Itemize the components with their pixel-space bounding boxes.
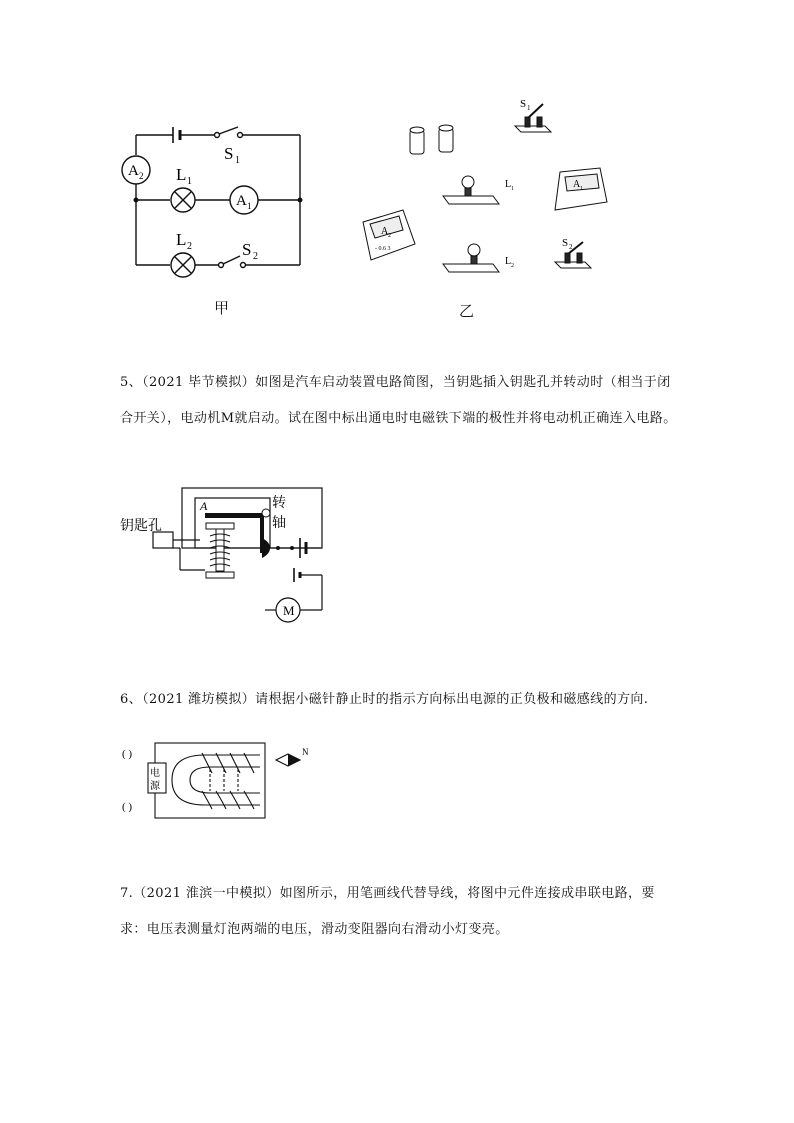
svg-text:1: 1 xyxy=(527,104,531,112)
svg-text:2: 2 xyxy=(569,243,573,251)
yi-label-l1: L xyxy=(505,179,512,190)
svg-text:1: 1 xyxy=(187,176,192,187)
electromagnet-figure xyxy=(120,735,320,830)
caption-yi: 乙 xyxy=(459,302,475,320)
svg-text:1: 1 xyxy=(580,186,583,192)
circuit-diagram-jia xyxy=(118,115,318,280)
yi-label-s1: S xyxy=(520,98,527,110)
svg-text:1: 1 xyxy=(247,201,252,211)
components-figure-yi xyxy=(355,92,625,292)
caption-jia: 甲 xyxy=(214,299,230,317)
svg-text:1: 1 xyxy=(235,155,240,166)
motor-label: M xyxy=(283,603,295,618)
svg-text:2: 2 xyxy=(511,263,514,269)
shaft-label-2: 轴 xyxy=(272,516,286,531)
car-starter-circuit xyxy=(120,480,335,630)
yi-label-s2: S xyxy=(562,237,569,249)
question-5-text: 5、（2021 毕节模拟）如图是汽车启动装置电路简图，当钥匙插入钥匙孔并转动时（相当于闭合开关），电动机M就启动。试在图中标出通电时电磁铁下端的极性并将电动机正确连入电路。 xyxy=(120,375,677,426)
label-a1: A xyxy=(236,193,247,209)
yi-label-a1: A xyxy=(573,179,581,190)
power-label-1: 电 xyxy=(150,768,160,779)
key-hole-label: 钥匙孔 xyxy=(120,519,162,534)
svg-text:2: 2 xyxy=(139,171,144,181)
paren-bottom: ( ) xyxy=(122,801,133,813)
power-label-2: 源 xyxy=(150,781,160,792)
svg-text:1: 1 xyxy=(511,186,514,192)
svg-text:2: 2 xyxy=(253,251,258,262)
question-7-text: 7.（2021 淮滨一中模拟）如图所示，用笔画线代替导线，将图中元件连接成串联电路，要求：电压表测量灯泡两端的电压，滑动变阻器向右滑动小灯变亮。 xyxy=(120,886,655,937)
armature-label-a: A xyxy=(200,499,208,513)
paren-top: ( ) xyxy=(122,748,133,760)
yi-label-a2: A xyxy=(381,226,389,237)
label-l1: L xyxy=(176,165,187,184)
label-s1: S xyxy=(224,144,234,163)
yi-label-l2: L xyxy=(505,256,512,267)
question-6-text: 6、（2021 潍坊模拟）请根据小磁针静止时的指示方向标出电源的正负极和磁感线的方向. xyxy=(120,692,649,707)
north-label: N xyxy=(302,747,309,757)
svg-text:2: 2 xyxy=(187,241,192,252)
label-a2: A xyxy=(128,163,139,179)
shaft-label-1: 转 xyxy=(272,496,286,511)
svg-text:2: 2 xyxy=(388,233,391,239)
label-s2: S xyxy=(242,240,252,259)
yi-meter-ticks: - 0.6 3 xyxy=(375,246,391,252)
label-l2: L xyxy=(176,230,187,249)
